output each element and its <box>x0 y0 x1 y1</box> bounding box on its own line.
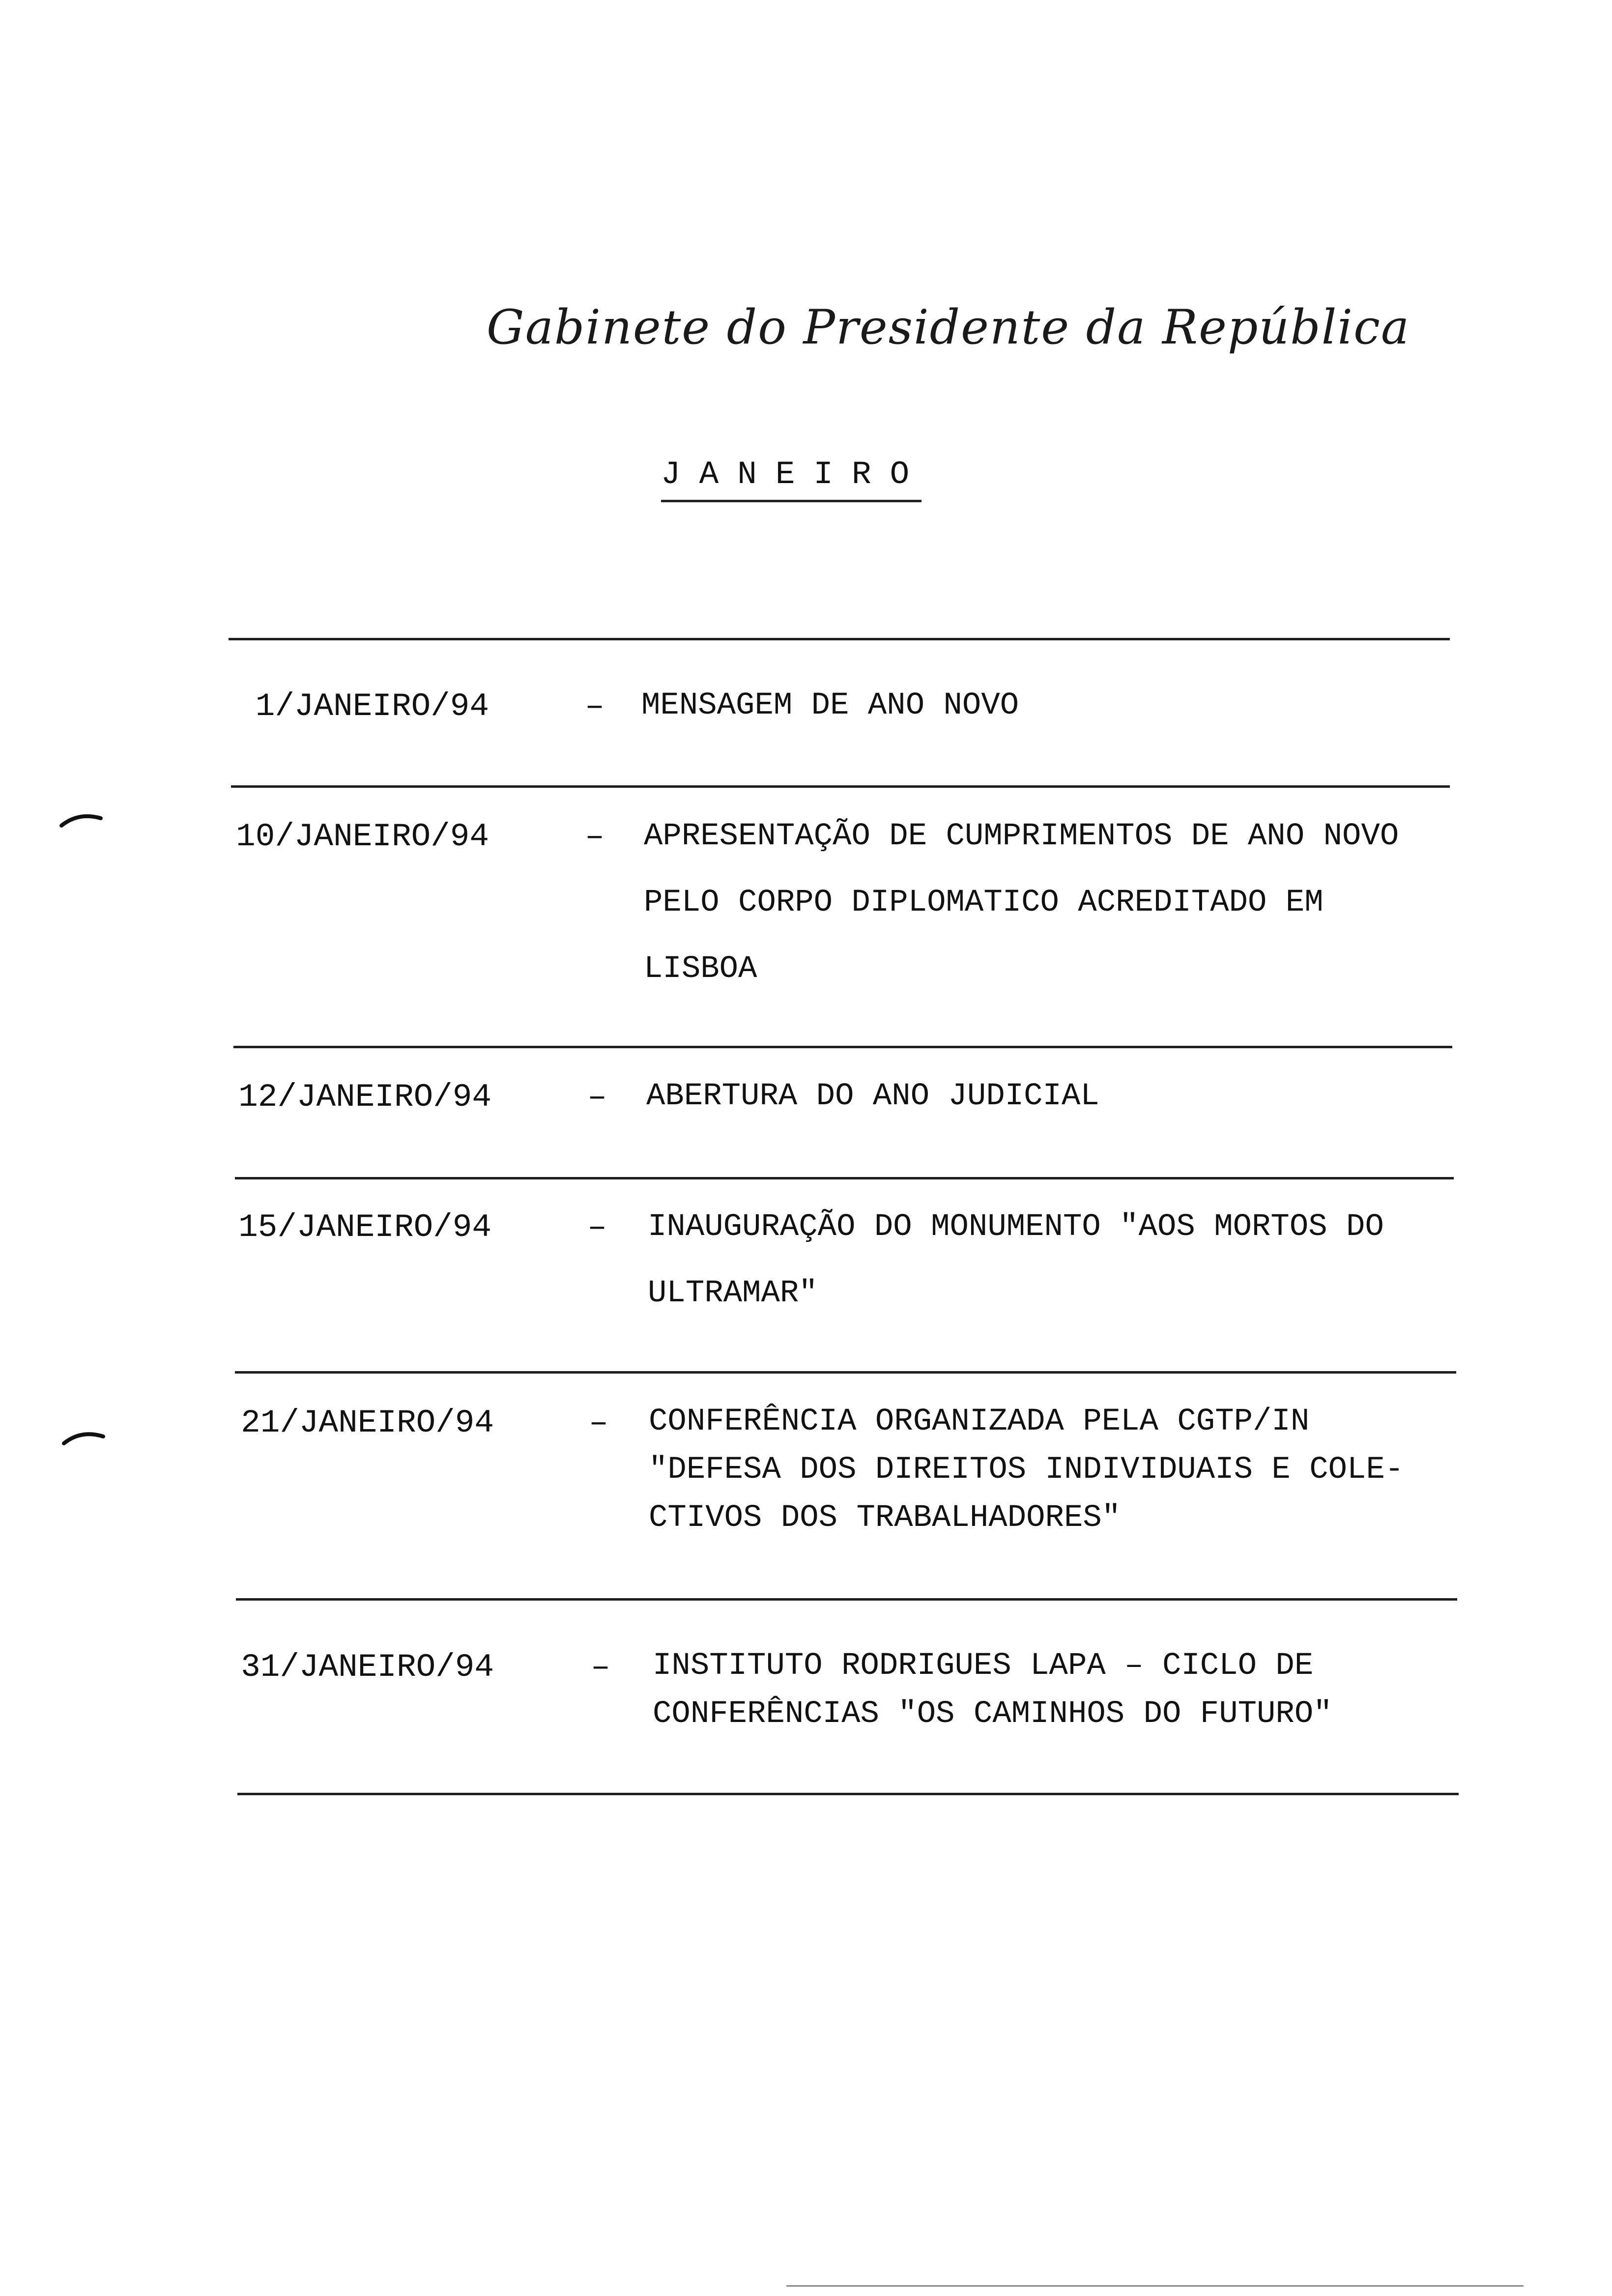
entry-date: 12/JANEIRO/94 <box>238 1079 491 1116</box>
divider-rule <box>236 1598 1457 1601</box>
description-line: ULTRAMAR" <box>648 1276 818 1311</box>
entry-dash: – <box>591 1649 610 1686</box>
entry-description <box>644 804 1469 1003</box>
entry-description <box>648 1194 1473 1327</box>
scan-edge-line <box>786 2285 1524 2287</box>
description-line: PELO CORPO DIPLOMATICO ACREDITADO EM <box>644 885 1324 920</box>
entry-date: 1/JANEIRO/94 <box>255 688 489 725</box>
description-line: CONFERÊNCIAS "OS CAMINHOS DO FUTURO" <box>653 1696 1332 1732</box>
entry-date: 31/JANEIRO/94 <box>241 1649 494 1686</box>
description-line: ABERTURA DO ANO JUDICIAL <box>646 1079 1099 1114</box>
entry-description <box>646 1079 1472 1114</box>
divider-rule <box>229 638 1450 640</box>
agenda-entry <box>216 1649 1465 1796</box>
description-line: INSTITUTO RODRIGUES LAPA – CICLO DE <box>653 1648 1314 1684</box>
description-line: "DEFESA DOS DIREITOS INDIVIDUAIS E COLE- <box>649 1452 1404 1488</box>
description-line: APRESENTAÇÃO DE CUMPRIMENTOS DE ANO NOVO <box>644 819 1399 854</box>
entry-date: 21/JANEIRO/94 <box>241 1405 494 1441</box>
scan-artifact-mark <box>59 811 103 831</box>
entry-description <box>653 1642 1478 1738</box>
agenda-entry <box>216 1405 1465 1552</box>
divider-rule <box>233 1046 1452 1048</box>
description-line: INAUGURAÇÃO DO MONUMENTO "AOS MORTOS DO <box>648 1209 1384 1245</box>
month-title: JANEIRO <box>661 457 921 502</box>
letterhead-title: Gabinete do Presidente da República <box>487 300 1410 355</box>
entry-date: 15/JANEIRO/94 <box>238 1209 491 1246</box>
entry-dash: – <box>587 1209 607 1246</box>
entry-dash: – <box>589 1405 608 1441</box>
description-line: CONFERÊNCIA ORGANIZADA PELA CGTP/IN <box>649 1404 1310 1439</box>
description-line: CTIVOS DOS TRABALHADORES" <box>649 1500 1121 1536</box>
entry-description <box>649 1398 1474 1542</box>
entry-dash: – <box>585 818 604 855</box>
scan-artifact-mark <box>61 1428 106 1447</box>
agenda-entry <box>216 818 1465 987</box>
entry-dash: – <box>587 1079 607 1116</box>
entry-date: 10/JANEIRO/94 <box>236 818 489 855</box>
entry-dash: – <box>585 688 604 725</box>
divider-rule <box>235 1371 1456 1374</box>
description-line: MENSAGEM DE ANO NOVO <box>641 688 1019 723</box>
description-line: LISBOA <box>644 951 757 987</box>
entry-description <box>641 688 1467 723</box>
agenda-entry <box>216 1209 1465 1356</box>
